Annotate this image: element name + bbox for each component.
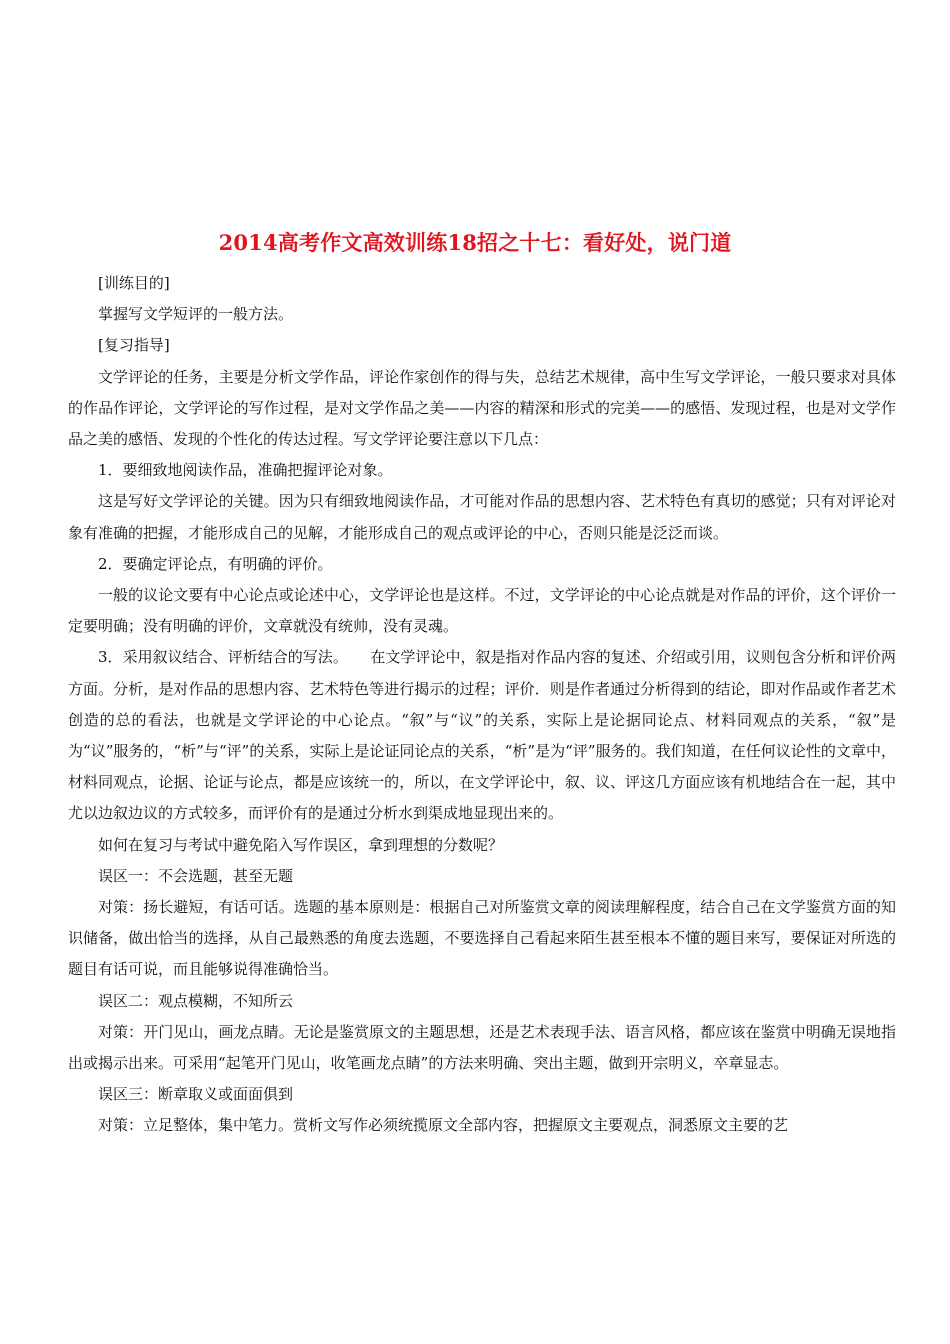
paragraph: 对策：开门见山，画龙点睛。无论是鉴赏原文的主题思想，还是艺术表现手法、语言风格，都应该在鉴赏中明确无误地指出或揭示出来。可采用“起笔开门见山，收笔画龙点睛”的方法来明确、突出主题，做到开宗明义，卒章显志。: [68, 1022, 896, 1073]
numbered-point-1: 1．要细致地阅读作品，准确把握评论对象。: [98, 461, 393, 480]
pitfall-heading-2: 误区二：观点模糊，不知所云: [98, 991, 294, 1010]
section-heading-training-goal: [训练目的]: [98, 274, 170, 292]
numbered-point-2: 2．要确定评论点，有明确的评价。: [98, 554, 333, 573]
paragraph: 文学评论的任务，主要是分析文学作品，评论作家创作的得与失，总结艺术规律，高中生写文学评论，一般只要求对具体的作品作评论，文学评论的写作过程，是对文学作品之美——内容的精深和形式的完美——的感悟、发现过程，也是对文学作品之美的感悟、发现的个性化的传达过程。写文学评论要注意以下几点：: [68, 367, 896, 449]
paragraph: 对策：立足整体，集中笔力。赏析文写作必须统揽原文全部内容，把握原文主要观点，洞悉原文主要的艺: [98, 1116, 789, 1135]
paragraph: 对策：扬长避短，有话可话。选题的基本原则是：根据自己对所鉴赏文章的阅读理解程度，结合自己在文学鉴赏方面的知识储备，做出恰当的选择，从自己最熟悉的角度去选题，不要选择自己看起来陌生甚至根本不懂的题目来写，要保证对所选的题目有话可说，而且能够说得准确恰当。: [68, 898, 896, 979]
paragraph: 一般的议论文要有中心论点或论述中心，文学评论也是这样。不过，文学评论的中心论点就是对作品的评价，这个评价一定要明确；没有明确的评价，文章就没有统帅，没有灵魂。: [68, 586, 896, 636]
document-title: 2014高考作文高效训练18招之十七：看好处，说门道: [218, 230, 732, 255]
paragraph: 掌握写文学短评的一般方法。: [98, 305, 294, 324]
pitfall-heading-1: 误区一：不会选题，甚至无题: [98, 866, 294, 885]
paragraph: 如何在复习与考试中避免陷入写作误区，拿到理想的分数呢？: [98, 835, 504, 854]
document-body: [68, 268, 896, 1142]
numbered-point-3: 3．采用叙议结合、评析结合的写法。 在文学评论中，叙是指对作品内容的复述、介绍或引用，议则包含分析和评价两方面。分析，是对作品的思想内容、艺术特色等进行揭示的过程；评价．则是作者通过分析得到的结论，即对作品或作者艺术创造的总的看法，也就是文学评论的中心论点。“叙”与“议”的关系，实际上是论据同论点、材料同观点的关系，“叙”是为“议”服务的，“析”与“评”的关系，实际上是论证同论点的关系，“析”是为“评”服务的。我们知道，在任何议论性的文章中，材料同观点，论据、论证与论点，都是应该统一的，所以，在文学评论中，叙、议、评这几方面应该有机地结合在一起，其中尤以边叙边议的方式较多，而评价有的是通过分析水到渠成地显现出来的。: [68, 648, 896, 823]
pitfall-heading-3: 误区三：断章取义或面面俱到: [98, 1085, 294, 1104]
section-heading-review-guide: [复习指导]: [98, 336, 170, 355]
paragraph: 这是写好文学评论的关键。因为只有细致地阅读作品，才可能对作品的思想内容、艺术特色有真切的感觉；只有对评论对象有准确的把握，才能形成自己的见解，才能形成自己的观点或评论的中心，否则只能是泛泛而谈。: [68, 492, 896, 542]
